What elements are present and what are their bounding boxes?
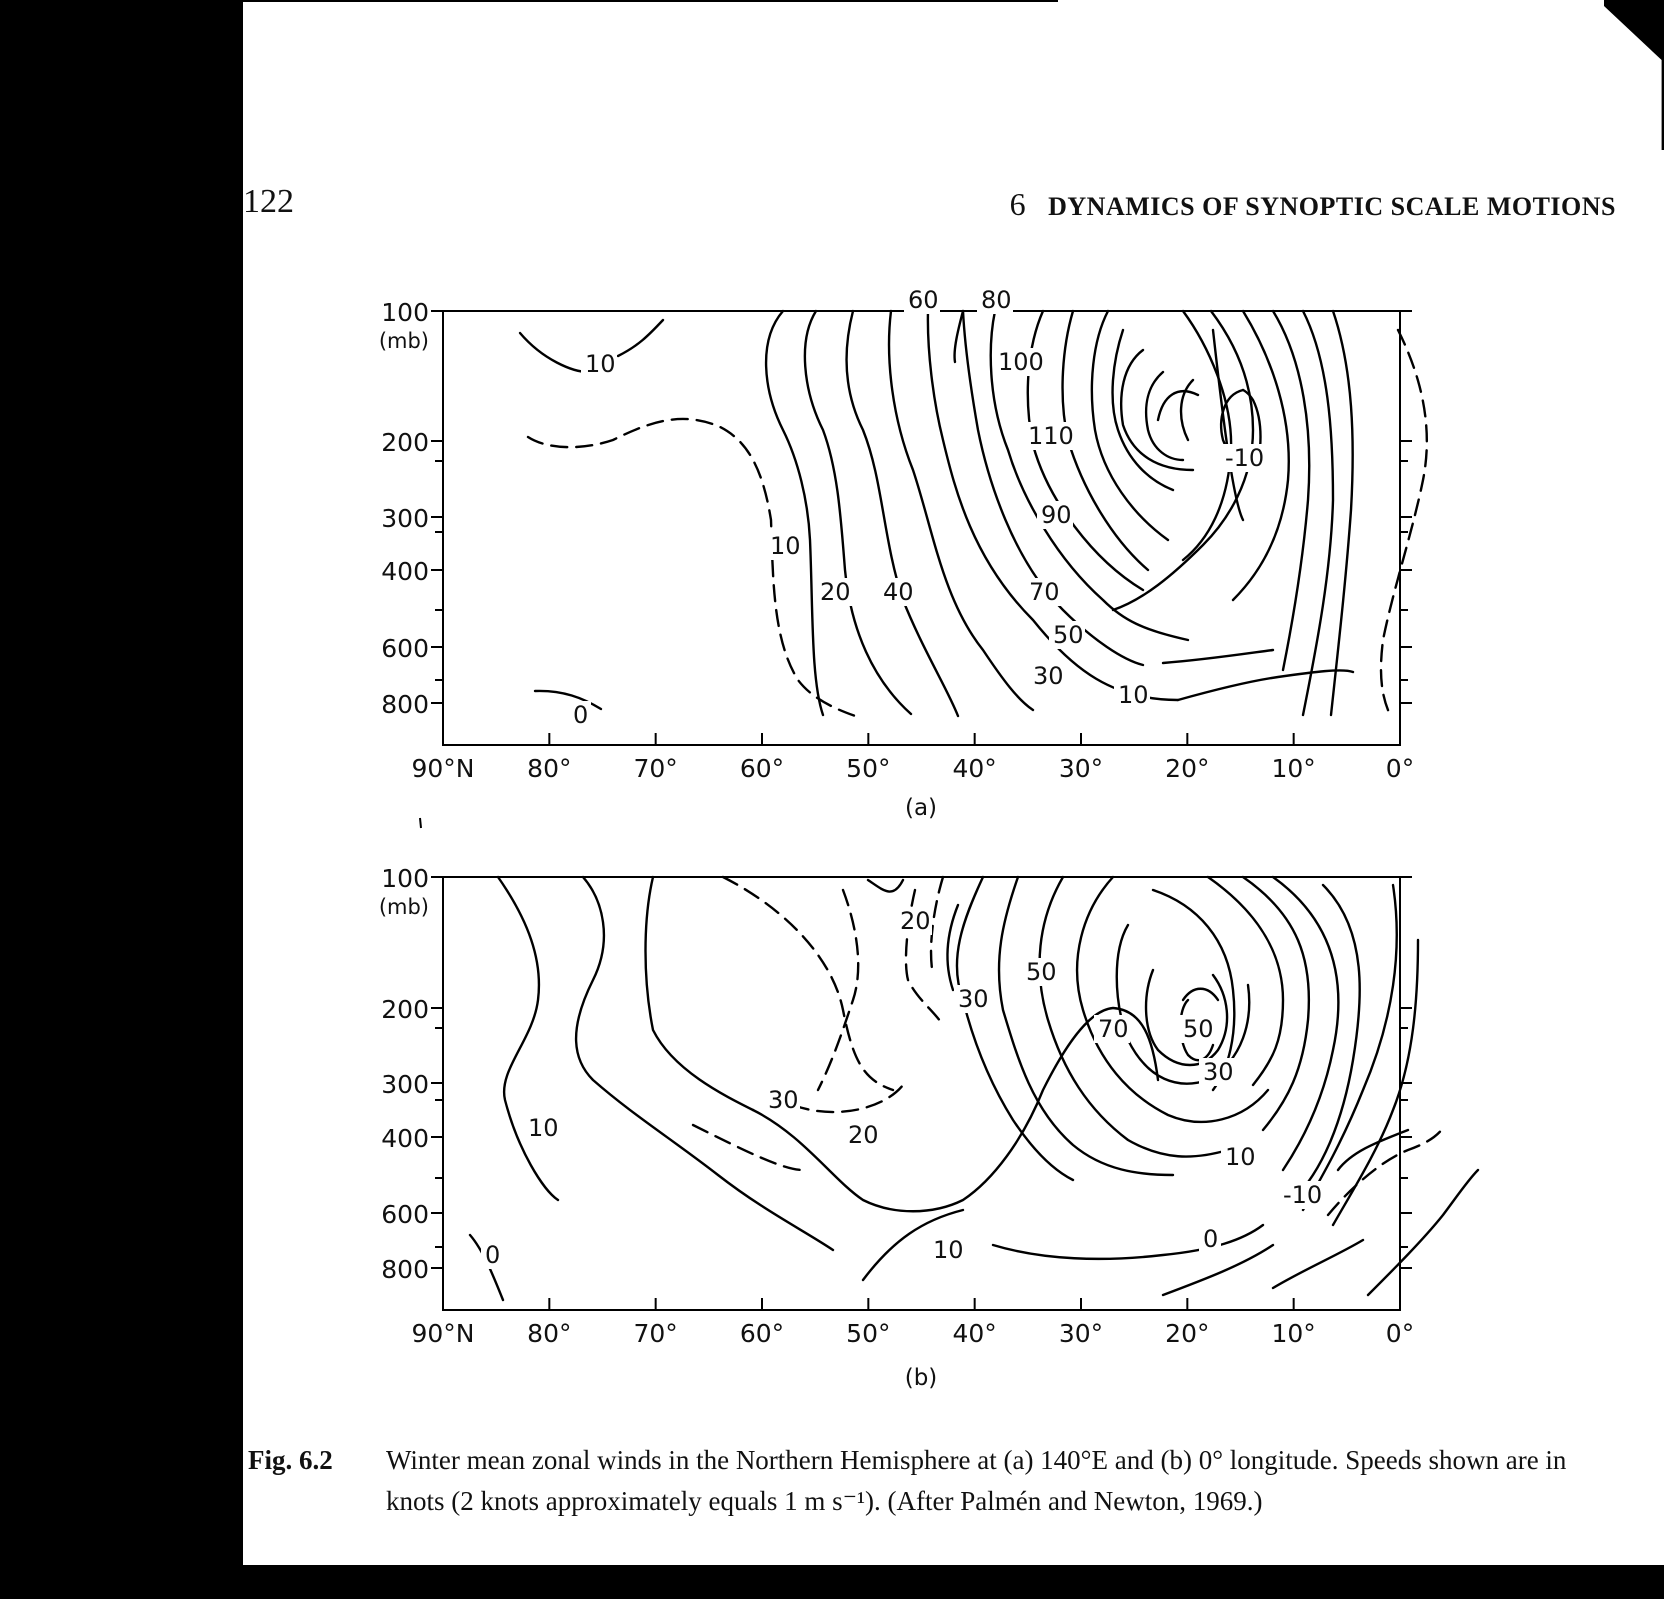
- contour-line: [1338, 1130, 1408, 1170]
- contour-line: [618, 320, 663, 356]
- contour-line: [805, 311, 911, 714]
- panel-a: [379, 286, 1427, 821]
- contour-label: 0: [1203, 1225, 1219, 1253]
- x-tick-label: 0°: [1385, 1319, 1415, 1348]
- contour-line-dashed: [793, 1085, 903, 1112]
- y-tick-label: 400: [381, 1124, 429, 1153]
- contour-label: 0: [573, 701, 589, 729]
- y-tick-label: 300: [381, 504, 429, 533]
- x-tick-label: 50°: [846, 754, 891, 783]
- contour-line: [1303, 885, 1397, 1210]
- contour-line: [766, 311, 823, 715]
- plot-frame: [443, 877, 1400, 1310]
- x-tick-label: 80°: [527, 754, 572, 783]
- contour-line: [535, 691, 601, 709]
- contour-label: 20: [820, 578, 851, 606]
- contour-label: 30: [768, 1086, 799, 1114]
- x-tick-label: 30°: [1058, 1319, 1104, 1348]
- contour-label: 60: [908, 286, 939, 314]
- contour-line: [1208, 877, 1283, 1085]
- y-tick-label: 200: [381, 995, 429, 1024]
- x-tick-label: 70°: [633, 1319, 678, 1348]
- caption-text: Winter mean zonal winds in the Northern Hemisphere at (a) 140°E and (b) 0° longitude. Speeds shown are in knots (2 knots approximately equals 1 m s⁻¹). (After Palmén and Newton, 1969.): [386, 1445, 1567, 1516]
- contour-line: [1183, 989, 1218, 1000]
- contour-line: [1158, 391, 1198, 420]
- contour-label: 10: [933, 1236, 964, 1264]
- x-tick-label: 80°: [527, 1319, 572, 1348]
- x-tick-label: 90°N: [411, 754, 475, 783]
- panel-label: (a): [904, 795, 938, 821]
- x-tick-label: 30°: [1058, 754, 1104, 783]
- contour-line: [1243, 877, 1309, 1130]
- y-tick-label: 100: [381, 864, 429, 893]
- x-tick-label: 70°: [633, 754, 678, 783]
- book-page: [243, 0, 1664, 1565]
- contour-label: -10: [1225, 444, 1265, 472]
- contour-line: [576, 877, 833, 1250]
- contour-line: [1273, 1240, 1363, 1288]
- contour-label: 10: [770, 532, 801, 560]
- x-tick-label: 90°N: [411, 1319, 475, 1348]
- x-tick-label: 50°: [846, 1319, 891, 1348]
- y-tick-label: 800: [381, 690, 429, 719]
- contour-label: 20: [900, 907, 931, 935]
- contour-figure: [243, 0, 1664, 1400]
- contour-line-dashed: [723, 877, 893, 1090]
- contour-line: [1063, 311, 1148, 570]
- contour-line: [1293, 885, 1360, 1200]
- contour-line-dashed: [931, 877, 943, 975]
- contour-line: [1331, 311, 1353, 715]
- contour-label: 70: [1029, 578, 1060, 606]
- x-tick-label: 10°: [1271, 1319, 1316, 1348]
- y-tick-label: 600: [381, 1200, 429, 1229]
- contour-line-dashed: [528, 419, 858, 717]
- chapter-number: 6: [1009, 186, 1027, 222]
- contour-line: [1181, 380, 1193, 440]
- x-tick-label: 20°: [1165, 754, 1210, 783]
- stray-mark: [420, 818, 421, 828]
- x-tick-label: 40°: [952, 1319, 997, 1348]
- y-tick-label: 300: [381, 1070, 429, 1099]
- contour-line: [955, 311, 963, 362]
- contour-label: 80: [981, 286, 1012, 314]
- contour-label: 30: [1033, 662, 1064, 690]
- contour-label: 10: [528, 1114, 559, 1142]
- y-tick-label: 400: [381, 557, 429, 586]
- contour-label: 10: [585, 350, 616, 378]
- x-tick-label: 60°: [739, 754, 785, 783]
- contour-label: 50: [1053, 621, 1084, 649]
- contour-line: [993, 1225, 1263, 1259]
- y-unit-label: (mb): [378, 329, 429, 353]
- contour-label: 20: [848, 1121, 879, 1149]
- contour-label: 10: [1118, 681, 1149, 709]
- contour-line: [1273, 877, 1338, 1170]
- figure-6-2: [243, 0, 1664, 1400]
- contour-line: [868, 880, 903, 892]
- contour-label: 0: [485, 1241, 501, 1269]
- x-tick-label: 60°: [739, 1319, 785, 1348]
- x-tick-label: 0°: [1385, 754, 1415, 783]
- contour-line: [1273, 311, 1309, 670]
- contour-line: [646, 877, 754, 1110]
- contour-line-dashed: [1381, 330, 1427, 717]
- panel-b: [379, 864, 1478, 1391]
- contour-label: 50: [1026, 958, 1057, 986]
- x-tick-label: 40°: [952, 754, 997, 783]
- y-tick-label: 800: [381, 1255, 429, 1284]
- contour-label: 10: [1225, 1143, 1256, 1171]
- contour-line: [1178, 670, 1353, 700]
- contour-label: 50: [1183, 1015, 1214, 1043]
- contour-line: [1146, 372, 1183, 460]
- contour-label: 70: [1098, 1015, 1129, 1043]
- contour-line: [498, 877, 558, 1200]
- contour-line: [1183, 311, 1231, 560]
- contour-label: 90: [1041, 501, 1072, 529]
- panel-label: (b): [904, 1365, 938, 1391]
- y-tick-label: 600: [381, 634, 429, 663]
- contour-line: [1092, 311, 1168, 540]
- contour-line: [520, 333, 588, 372]
- x-tick-label: 20°: [1165, 1319, 1210, 1348]
- contour-line: [846, 311, 958, 716]
- contour-label: 30: [958, 985, 989, 1013]
- x-tick-label: 10°: [1271, 754, 1316, 783]
- chapter-title: DYNAMICS OF SYNOPTIC SCALE MOTIONS: [1048, 192, 1616, 221]
- contour-label: 100: [998, 348, 1044, 376]
- contour-label: 30: [1203, 1058, 1234, 1086]
- contour-label: -10: [1283, 1181, 1323, 1209]
- y-tick-label: 200: [381, 428, 429, 457]
- contour-label: 40: [883, 578, 914, 606]
- contour-label: 110: [1028, 422, 1074, 450]
- contour-line: [1077, 877, 1268, 1122]
- caption-label: Fig. 6.2: [248, 1445, 333, 1475]
- y-unit-label: (mb): [378, 895, 429, 919]
- contour-line: [1163, 650, 1273, 663]
- y-tick-label: 100: [381, 298, 429, 327]
- page-number: 122: [243, 183, 294, 220]
- contour-line: [957, 877, 1073, 1180]
- contour-line: [1368, 1170, 1478, 1295]
